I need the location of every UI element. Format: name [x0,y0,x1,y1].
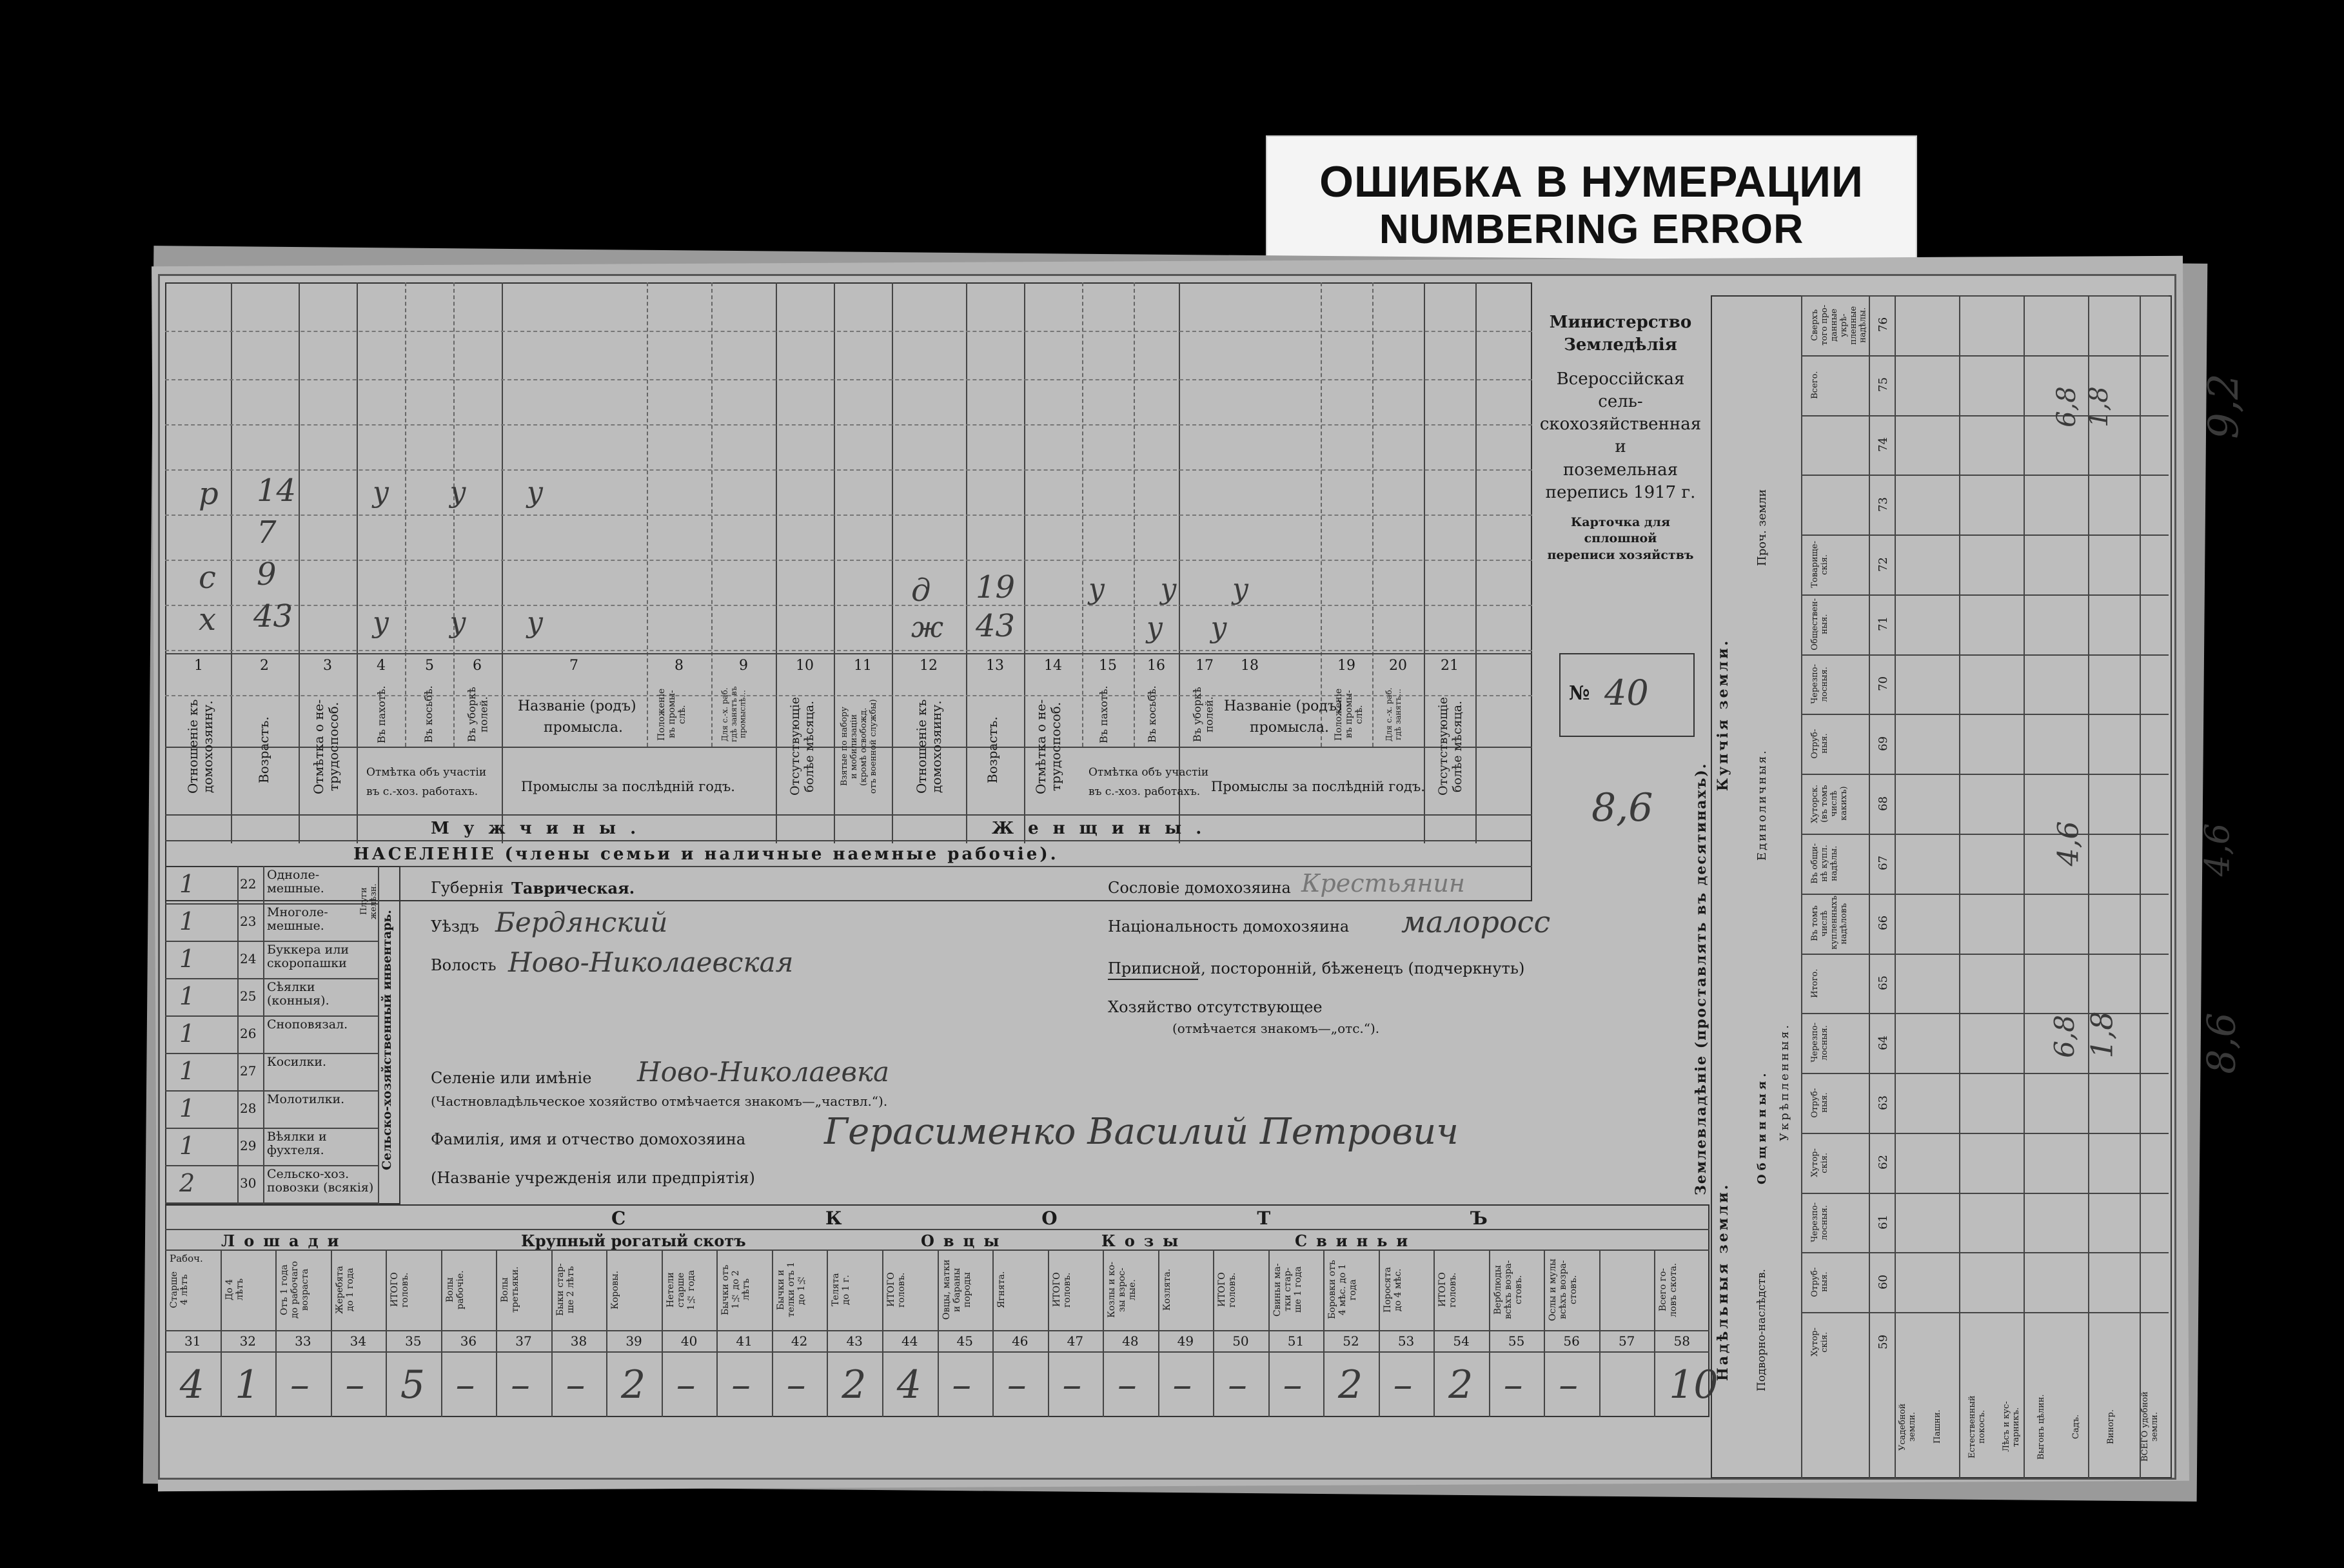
side-value: 8,6 [1591,785,1653,830]
land-col-number: 64 [1876,1035,1890,1050]
livestock-col-header: ИТОГО головъ. [389,1272,411,1308]
livestock-col-header: Волы третьяки. [500,1266,521,1313]
livestock-col-number: 41 [736,1333,753,1349]
col17-header: Въ уборкѣ полей. [1191,687,1216,742]
inventory-row-label: Многоле- мешные. [267,905,328,933]
uezd-value: Бердянский [495,906,668,938]
land-col-header: Черезпо- лосныя. [1810,1202,1829,1242]
allotted-label: Надѣльныя земли. [1715,1182,1731,1382]
ministry-block [1533,311,1708,564]
sheep-group: Овцы [921,1231,1009,1250]
col14-header: Отмѣтка о не- трудоспособ. [1033,699,1063,794]
livestock-col-number: 56 [1563,1333,1580,1349]
inventory-row-label: Косилки. [267,1055,327,1069]
livestock-col-number: 31 [184,1333,201,1349]
col-num-7: 7 [569,658,578,674]
livestock-col-number: 58 [1673,1333,1690,1349]
hand-w-rel-1: д [911,573,931,609]
guberniya-value: Таврическая. [511,879,635,897]
land-col-header: Итого. [1810,968,1820,998]
land-row-label: Усадебной земли. [1898,1403,1917,1451]
livestock-col-header: Нетели старше 1½ года [665,1269,696,1310]
col2-header: Возрастъ. [256,716,271,783]
livestock-col-number: 49 [1177,1333,1194,1349]
livestock-col-header: Всего го- ловъ скота. [1658,1262,1679,1317]
livestock-value: – [676,1362,696,1407]
land-col-number: 59 [1876,1334,1890,1349]
livestock-col-number: 51 [1287,1333,1305,1349]
col-num-3: 3 [323,658,332,674]
livestock-col-header: Овцы, матки и бараны породы [941,1259,972,1320]
livestock-col-number: 57 [1618,1333,1635,1349]
land-hand-64-total: 8,6 [2199,1012,2245,1074]
census-line2: скохозяйственная и [1539,415,1702,457]
col16-header: Въ косьбѣ. [1146,685,1158,743]
col-num-6: 6 [473,658,482,674]
inventory-row-number: 23 [240,914,257,929]
livestock-value: – [455,1362,475,1407]
livestock-col-number: 42 [791,1333,808,1349]
other-land-label: Проч. земли [1755,489,1769,566]
edinolichnye-label: Единоличныя. [1755,749,1769,861]
livestock-value: 2 [842,1362,867,1407]
livestock-col-number: 39 [625,1333,642,1349]
estate-label: Сословіе домохозяина [1108,879,1291,897]
livestock-col-number: 53 [1397,1333,1415,1349]
livestock-value: – [290,1362,310,1407]
col1517-caption2: въ с.-хоз. работахъ. [1088,785,1201,798]
livestock-col-number: 40 [680,1333,698,1349]
livestock-value: – [731,1362,751,1407]
census-card [158,274,2248,1480]
col19-header: Положеніе въ промы- слѣ. [1334,688,1365,741]
col-num-18: 18 [1241,658,1259,674]
nationality-value: малоросс [1401,905,1551,939]
land-col-header: Отруб- ныя. [1810,1088,1829,1118]
inventory-row-label: Буккера или скоропашки [267,943,350,970]
col9-header: Для с.-х. раб. гдѣ занятъ въ промыслѣ... [720,686,747,743]
col15-header: Въ пахотѣ. [1098,685,1110,743]
land-col-number: 70 [1876,676,1890,691]
col-num-9: 9 [739,658,748,674]
ukreplennye-label: Укрѣпленныя. [1778,1022,1791,1142]
land-col-number: 65 [1876,975,1890,990]
livestock-value: – [786,1362,806,1407]
livestock-value: 1 [235,1362,260,1407]
livestock-col-number: 38 [570,1333,587,1349]
inventory-value: 1 [179,945,195,973]
livestock-value: – [345,1362,365,1407]
land-col-header: Отруб- ныя. [1810,729,1829,759]
settlement-note: (Частновладѣльческое хозяйство отмѣчается знакомъ—„частвл.“). [431,1093,888,1109]
land-col-number: 67 [1876,856,1890,871]
estate-value: Крестьянин [1301,869,1465,897]
col-num-15: 15 [1099,658,1117,674]
land-col-header: Всего. [1810,371,1820,399]
livestock-col-number: 36 [460,1333,477,1349]
hand-w-rel-2: ж [911,611,944,644]
uezd-label: Уѣздъ [431,917,479,936]
col1517-caption1: Отмѣтка объ участіи [1088,766,1209,779]
inventory-value: 1 [179,982,195,1010]
inventory-value: 1 [179,870,195,898]
card-line2: переписи хозяйствъ [1547,548,1694,563]
land-section-title: Землевладѣніе (проставлять въ десятинахъ). [1693,762,1709,1195]
guberniya-label: Губернія [431,879,504,897]
inventory-subtitle: Плуги желѣзн. [359,883,379,919]
livestock-col-number: 46 [1012,1333,1029,1349]
inventory-title: Сельско-хозяйственный инвентарь. [380,910,394,1170]
inventory-row-number: 26 [240,1026,257,1041]
col10-header: Отсутствующіе болѣе мѣсяца. [788,697,816,796]
livestock-value: – [566,1362,586,1407]
livestock-col-header: ИТОГО головъ. [1437,1272,1459,1308]
livestock-col-number: 43 [846,1333,863,1349]
col18b-header: промысла. [1250,720,1330,736]
col4-header: Въ пахотѣ. [375,685,388,743]
inventory-row-number: 29 [240,1138,257,1153]
livestock-col-header: Козлы и ко- зы взрос- лые. [1107,1261,1138,1318]
cattle-group: Крупный рогатый скотъ [521,1231,746,1250]
land-col-header: Сверхъ того про- данные укрѣ- пленные надѣлы. [1810,304,1868,346]
land-row-label: Лѣсъ и кус- тарникъ. [2002,1401,2022,1453]
col21-header: Отсутствующіе болѣе мѣсяца. [1436,697,1464,796]
land-frame [1711,295,2172,1478]
livestock-col-header [1603,1253,1651,1327]
col-num-17: 17 [1196,658,1214,674]
pigs-group: Свиньи [1295,1231,1417,1250]
col8-header: Положеніе въ промы- слѣ. [656,688,688,741]
col-num-1: 1 [194,658,203,674]
livestock-col-header: Бычки отъ 1½ до 2 лѣтъ [720,1264,752,1315]
livestock-col-header: Старше 4 лѣтъ [169,1271,190,1309]
inventory-row-number: 25 [240,988,257,1004]
livestock-value: 4 [896,1362,921,1407]
status-text: Приписной, посторонній, бѣженецъ (подчеркнуть) [1108,959,1525,977]
livestock-value: – [510,1362,530,1407]
inventory-row-label: Сельско-хоз. повозки (всякія) [267,1167,374,1195]
livestock-value: 2 [1448,1362,1473,1407]
livestock-col-number: 44 [901,1333,918,1349]
livestock-col-number: 55 [1508,1333,1525,1349]
card-number-label: № [1569,682,1590,705]
col-num-2: 2 [260,658,269,674]
land-col-number: 72 [1876,556,1890,572]
nationality-label: Національность домохозяина [1108,917,1350,936]
livestock-value: – [1503,1362,1523,1407]
card-number-value: 40 [1604,672,1649,713]
land-col-number: 66 [1876,916,1890,931]
hand-rel-3: с [199,560,216,596]
hand-age-1: 14 [257,473,297,509]
inventory-value: 1 [179,1019,195,1048]
col18-header: Названіе (родъ) [1224,698,1343,714]
hand-w-age-1: 19 [976,569,1016,605]
col-num-11: 11 [854,658,872,674]
land-col-header: Обществен- ныя. [1810,598,1829,651]
col6-header: Въ уборкѣ полей. [466,687,490,742]
horses-group: Лошади [221,1231,348,1250]
livestock-value: – [1117,1362,1137,1407]
livestock-value: – [1227,1362,1247,1407]
livestock-value: 10 [1669,1362,1719,1407]
inventory-value: 1 [179,1132,195,1160]
col-num-21: 21 [1441,658,1459,674]
col11-header: Взятые по набору и мобилизаціи (кромѣ освобожд. отъ военной службы) [840,699,878,794]
livestock-col-header: Жеребята до 1 года [334,1266,355,1314]
col3-header: Отмѣтка о не- трудоспособ. [311,699,341,794]
col13-header: Возрастъ. [985,716,1000,783]
livestock-col-header: Поросята до 4 мѣс. [1382,1267,1403,1313]
col7-header: Названіе (родъ) [518,698,636,714]
ministry-line2: Земледѣлія [1564,335,1677,355]
land-col-header: Черезпо- лосныя. [1810,1023,1829,1063]
col12-header: Отношеніе къ домохозяину. [914,699,944,794]
hand-marks-1: у у у [373,476,569,509]
census-line4: перепись 1917 г. [1545,482,1696,502]
col46-caption1: Отмѣтка объ участіи [366,766,487,779]
land-col-number: 76 [1876,317,1890,333]
numbering-error-card [1266,135,1917,274]
livestock-col-header: Бычки и телки отъ 1 до 1½ [775,1262,807,1318]
livestock-col-number: 48 [1122,1333,1139,1349]
hand-w-marks-2: у у [1147,611,1247,644]
inventory-value: 2 [179,1169,195,1197]
col-num-8: 8 [675,658,684,674]
inventory-row-number: 22 [240,876,257,892]
col20-header: Для с.-х. раб. гдѣ занятъ... [1384,687,1403,741]
land-hand-64: 1,8 [2084,1011,2120,1059]
inventory-value: 1 [179,1094,195,1122]
inventory-row-number: 24 [240,951,257,966]
hand-age-3: 9 [257,556,277,593]
women-label: Женщины. [992,819,1216,838]
land-col-number: 74 [1876,436,1890,452]
hand-w-marks-1: у у у [1088,573,1272,605]
livestock-col-header: ИТОГО головъ. [885,1272,907,1308]
col79-caption: Промыслы за послѣдній годъ. [521,779,735,794]
livestock-col-header: Коровы. [610,1270,621,1309]
col-num-16: 16 [1147,658,1165,674]
livestock-col-number: 35 [405,1333,422,1349]
census-line3: поземельная [1562,460,1679,480]
census-line1: Всероссійская сель- [1556,369,1685,412]
men-label: Мужчины. [431,819,651,838]
land-row-label: Пашни. [1932,1409,1942,1444]
livestock-value: – [1559,1362,1579,1407]
settlement-label: Селеніе или имѣніе [431,1069,592,1087]
livestock-col-number: 37 [515,1333,532,1349]
inventory-row-label: Одноле- мешные. [267,868,324,896]
land-col-header: Черезпо- лосныя. [1810,664,1829,704]
col1820-caption: Промыслы за послѣдній годъ. [1211,779,1425,794]
livestock-value: – [1172,1362,1192,1407]
livestock-value: – [1393,1362,1413,1407]
land-hand-67-total: 4,6 [2198,823,2238,877]
institution-label: (Названіе учрежденія или предпріятія) [431,1169,755,1187]
absent-note: (отмѣчается знакомъ—„отс.“). [1172,1021,1380,1036]
workers-label: Рабоч. [170,1253,203,1264]
col46-caption2: въ с.-хоз. работахъ. [366,785,478,798]
land-hand-63: 6,8 [2048,1015,2080,1058]
inventory-value: 1 [179,1057,195,1085]
land-col-header: Хутор- скія. [1810,1328,1829,1357]
land-col-number: 71 [1876,616,1890,632]
name-value: Герасименко Василий Петрович [824,1111,1459,1153]
livestock-value: – [1007,1362,1027,1407]
land-col-header: Хуторск. (въ томъ числѣ какихъ) [1810,784,1849,823]
overlay-line-en: NUMBERING ERROR [1379,205,1804,252]
land-col-number: 60 [1876,1274,1890,1289]
land-hand-75b: 1,8 [2083,386,2114,427]
land-row-label: Естественный покосъ. [1967,1395,1987,1458]
hand-marks-4: у у у [373,606,569,639]
obshchinnye-label: Общинныя. [1755,1069,1769,1185]
hand-w-age-2: 43 [976,608,1016,644]
hand-rel-1: р [199,476,219,512]
livestock-section: С К О Т Ъ [611,1208,1584,1229]
col5-header: Въ косьбѣ. [422,685,435,743]
col1-header: Отношеніе къ домохозяину. [185,699,215,794]
livestock-value: 2 [621,1362,646,1407]
land-col-header: Хутор- скія. [1810,1148,1829,1177]
inventory-row-number: 28 [240,1101,257,1116]
ministry-line1: Министерство [1549,313,1692,332]
land-col-number: 69 [1876,736,1890,751]
livestock-col-number: 47 [1067,1333,1084,1349]
land-row-label: Садъ. [2071,1414,2081,1440]
hand-age-2: 7 [257,514,277,551]
livestock-col-header: Быки стар- ше 2 лѣтъ [555,1263,576,1317]
livestock-col-header: ИТОГО головъ. [1051,1272,1072,1308]
livestock-col-number: 32 [239,1333,257,1349]
col-num-20: 20 [1389,658,1407,674]
livestock-col-header: До 4 лѣтъ [224,1279,245,1301]
land-col-header: Товарище- скія. [1810,541,1829,588]
land-col-header: Отруб- ныя. [1810,1267,1829,1297]
hand-rel-4: х [199,602,217,638]
livestock-value: 4 [179,1362,204,1407]
land-col-number: 75 [1876,377,1890,393]
land-row-label: Виногр. [2105,1409,2116,1444]
livestock-col-number: 34 [350,1333,367,1349]
livestock-col-header: Отъ 1 года до рабочаго возраста [279,1260,311,1319]
livestock-value: 2 [1338,1362,1363,1407]
podvorno-label: Подворно-наслѣдств. [1755,1269,1768,1391]
inventory-value: 1 [179,907,195,936]
inventory-row-number: 27 [240,1063,257,1079]
livestock-col-header: Козлята. [1161,1268,1172,1311]
livestock-col-number: 52 [1343,1333,1359,1349]
livestock-col-header: Верблюды всѣхъ возра- стовъ. [1492,1260,1524,1320]
hand-age-4: 43 [253,598,293,634]
inventory-row-label: Вѣялки и фухтеля. [267,1130,327,1157]
livestock-col-header: Телята до 1 г. [831,1273,852,1307]
inventory-row-label: Молотилки. [267,1092,345,1106]
col7b-header: промысла. [544,720,624,736]
col-num-5: 5 [425,658,434,674]
purchased-label: Купчія земли. [1715,638,1731,791]
land-col-number: 61 [1876,1215,1890,1230]
land-col-header: Въ томъ числѣ купленныхъ надѣловъ [1810,895,1849,950]
goats-group: Козы [1101,1231,1188,1250]
volost-value: Ново-Николаевская [508,946,794,978]
inventory-row-label: Сноповязал. [267,1017,348,1032]
overlay-line-ru: ОШИБКА В НУМЕРАЦИИ [1319,157,1864,206]
livestock-col-header: Ослы и мулы всѣхъ возра- стовъ. [1548,1259,1579,1321]
absent-label: Хозяйство отсутствующее [1108,998,1323,1016]
col-num-4: 4 [377,658,386,674]
name-label: Фамилія, имя и отчество домохозяина [431,1130,746,1148]
livestock-col-number: 50 [1232,1333,1249,1349]
livestock-col-header: ИТОГО головъ. [1217,1272,1238,1308]
livestock-col-header: Ягнята. [996,1271,1007,1309]
livestock-col-header: Боровки отъ 4 мѣс. до 1 года [1327,1260,1359,1320]
col-num-12: 12 [920,658,938,674]
land-hand-75-total: 9,2 [2200,373,2248,439]
settlement-value: Ново-Николаевка [637,1056,890,1088]
land-col-number: 62 [1876,1155,1890,1170]
livestock-value: – [1062,1362,1082,1407]
livestock-col-header: Волы рабочіе. [444,1270,466,1309]
land-col-number: 73 [1876,496,1890,512]
population-section-title: НАСЕЛЕНІЕ (члены семьи и наличные наемные рабочіе). [353,845,1059,864]
livestock-col-header: Свиньи ма- тки стар- ше 1 года [1272,1263,1303,1317]
col-num-14: 14 [1044,658,1062,674]
land-hand-75a: 6,8 [2051,386,2082,427]
land-row-label: ВСЕГО удобной земли. [2140,1391,2160,1462]
land-col-number: 68 [1876,796,1890,811]
livestock-col-number: 54 [1453,1333,1470,1349]
livestock-value: 5 [400,1362,426,1407]
col-num-10: 10 [796,658,814,674]
status-underline [1108,979,1198,980]
land-row-label: Выгонъ цѣлин. [2036,1394,2046,1460]
volost-label: Волость [431,956,497,974]
inventory-row-number: 30 [240,1175,257,1191]
livestock-value: – [952,1362,972,1407]
livestock-value: – [1283,1362,1303,1407]
card-line1: Карточка для сплошной [1571,514,1670,546]
livestock-col-number: 45 [956,1333,973,1349]
inventory-row-label: Сѣялки (конныя). [267,980,330,1008]
livestock-col-number: 33 [295,1333,311,1349]
col-num-13: 13 [986,658,1004,674]
land-col-number: 63 [1876,1095,1890,1110]
col-num-19: 19 [1337,658,1355,674]
land-col-header: Въ общи- нѣ купл. надѣлы. [1810,843,1839,884]
land-hand-67: 4,6 [2052,821,2085,867]
